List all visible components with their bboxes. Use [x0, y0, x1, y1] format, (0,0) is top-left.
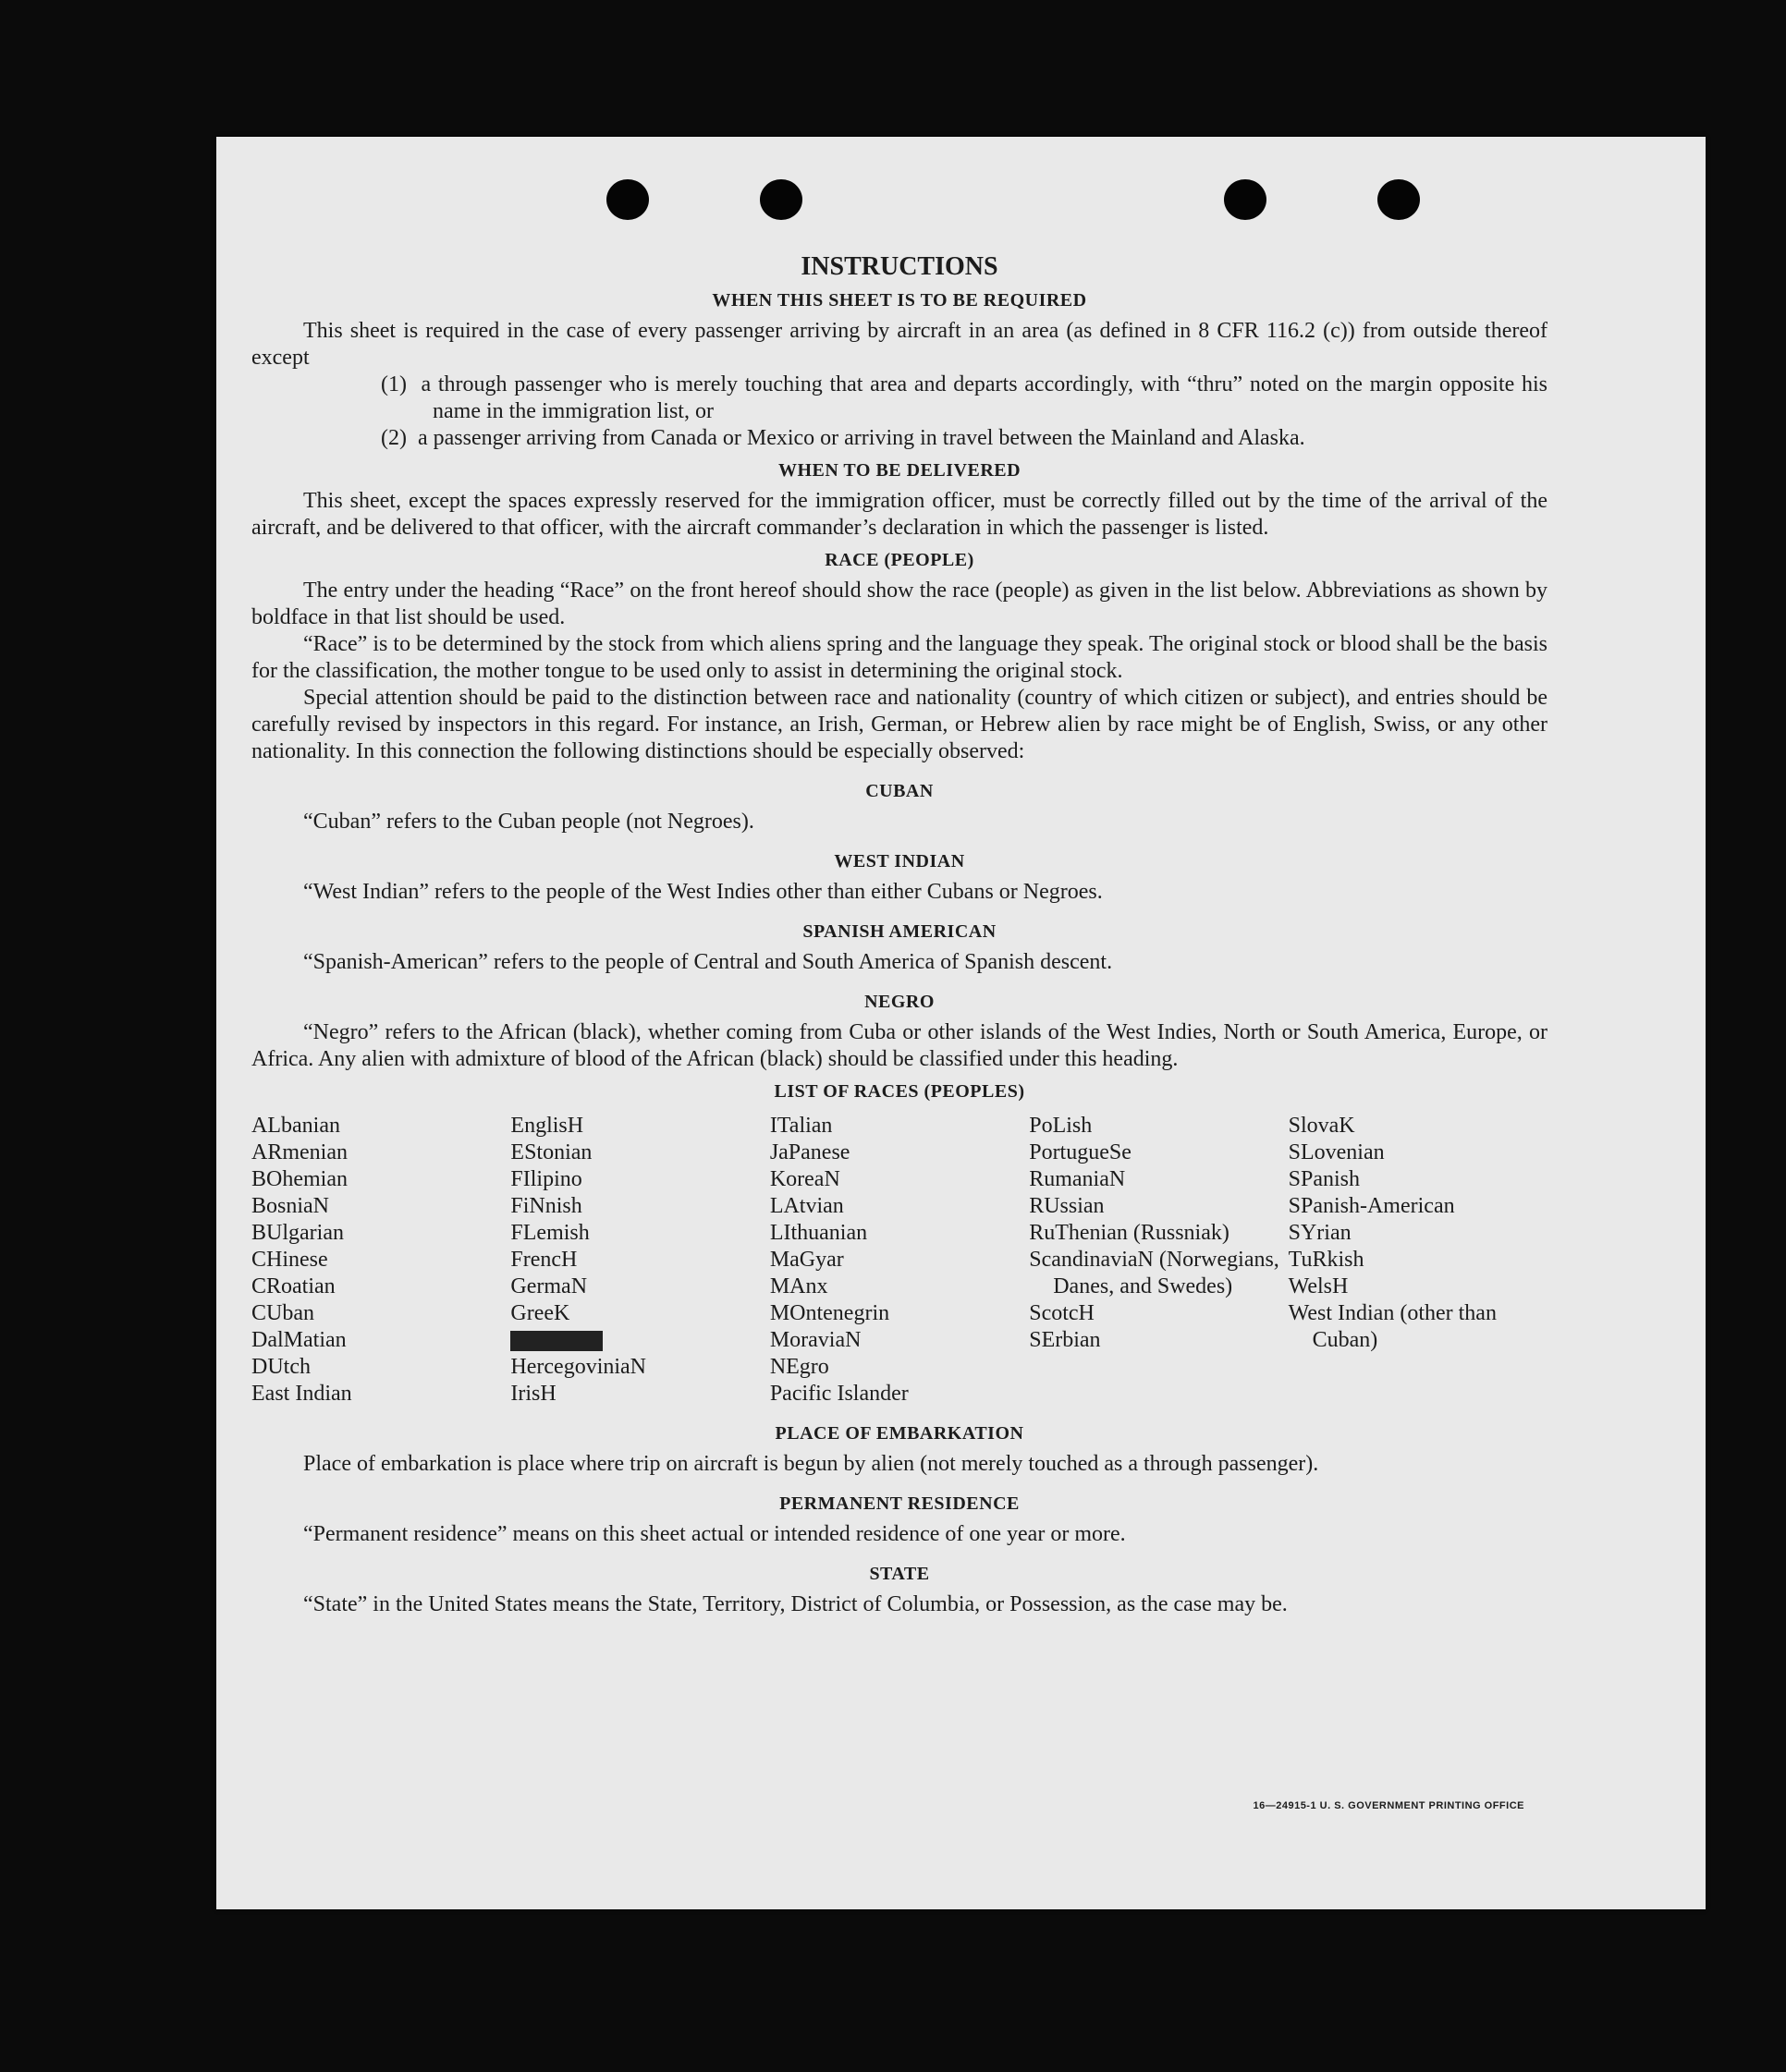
race-item: BosniaN — [251, 1194, 329, 1218]
punch-hole — [1224, 179, 1266, 220]
section-heading-cuban: CUBAN — [865, 781, 934, 801]
section-heading-residence: PERMANENT RESIDENCE — [779, 1493, 1020, 1514]
section-heading-state: STATE — [869, 1564, 930, 1584]
race-item: Pacific Islander — [769, 1382, 909, 1406]
race-item: NEgro — [769, 1355, 829, 1379]
race-item: TuRkish — [1288, 1248, 1364, 1272]
state-text: “State” in the United States means the State, Territory, District of Columbia, or Possession, as the case may be. — [303, 1592, 1288, 1616]
race-item: RUssian — [1029, 1194, 1105, 1218]
races-column-2 — [510, 1113, 769, 1408]
west-indian-text: “West Indian” refers to the people of the West Indies other than either Cubans or Negroes. — [303, 880, 1103, 904]
race-item: West Indian (other than Cuban) — [1288, 1301, 1497, 1352]
race-item: ALbanian — [251, 1114, 340, 1138]
race-item: JaPanese — [769, 1140, 850, 1164]
race-item: LAtvian — [769, 1194, 844, 1218]
race-item: MOntenegrin — [769, 1301, 890, 1325]
punch-hole — [606, 179, 649, 220]
races-column-1 — [251, 1113, 510, 1408]
race-item: ScandinaviaN (Norwegians, Danes, and Swedes) — [1029, 1248, 1279, 1298]
race-item: HercegoviniaN — [510, 1355, 647, 1379]
section-heading-race: RACE (PEOPLE) — [825, 550, 974, 570]
section-heading-when-required: WHEN THIS SHEET IS TO BE REQUIRED — [712, 290, 1087, 311]
instructions-content — [251, 253, 1547, 1618]
race-item: KoreaN — [769, 1167, 840, 1191]
race-item: IrisH — [510, 1382, 557, 1406]
race-item: SErbian — [1029, 1328, 1101, 1352]
section-heading-when-delivered: WHEN TO BE DELIVERED — [777, 460, 1021, 481]
races-column-4 — [1029, 1113, 1288, 1408]
negro-text: “Negro” refers to the African (black), whether coming from Cuba or other islands of the West Indies, North or South America, Europe, or Africa. Any alien with admixture of blood of the African (black) should be classified under this heading. — [251, 1020, 1547, 1071]
when-delivered-text: This sheet, except the spaces expressly reserved for the immigration officer, must be correctly filled out by the time of the arrival of the aircraft, and be delivered to that officer, with the aircraft commander’s declaration in which the passenger is listed. — [251, 489, 1547, 540]
list-of-races-heading: LIST OF RACES (PEOPLES) — [774, 1081, 1025, 1102]
punch-hole — [760, 179, 802, 220]
race-item: FLemish — [510, 1221, 590, 1245]
race-item: DalMatian — [251, 1328, 347, 1352]
race-item: DUtch — [251, 1355, 311, 1379]
race-item: EnglisH — [510, 1114, 584, 1138]
race-paragraph: “Race” is to be determined by the stock from which aliens spring and the language they speak. The original stock or blood shall be the basis for the classification, the mother tongue to be used only to assist in determining the original stock. — [251, 632, 1547, 683]
section-heading-negro: NEGRO — [864, 992, 935, 1012]
race-item: SlovaK — [1288, 1114, 1355, 1138]
race-item: FiNnish — [510, 1194, 582, 1218]
race-item: PortugueSe — [1029, 1140, 1132, 1164]
redaction-mark — [510, 1331, 603, 1351]
document-sheet — [216, 137, 1706, 1909]
races-list — [251, 1113, 1547, 1408]
section-heading-west-indian: WEST INDIAN — [834, 851, 965, 871]
races-column-5 — [1289, 1113, 1547, 1408]
race-item: CHinese — [251, 1248, 328, 1272]
race-item: RumaniaN — [1029, 1167, 1126, 1191]
spanish-american-text: “Spanish-American” refers to the people of Central and South America of Spanish descent. — [303, 950, 1113, 974]
race-paragraph: Special attention should be paid to the distinction between race and nationality (country of which citizen or subject), and entries should be carefully revised by inspectors in this regard. For instance, an Irish, German, or Hebrew alien by race might be of English, Swiss, or any other nationality. In this connection the following distinctions should be especially observed: — [251, 686, 1547, 763]
race-item: SPanish-American — [1288, 1194, 1455, 1218]
embarkation-text: Place of embarkation is place where trip on aircraft is begun by alien (not merely touched as a through passenger). — [303, 1452, 1319, 1476]
race-item: ARmenian — [251, 1140, 348, 1164]
race-item: WelsH — [1288, 1274, 1349, 1298]
punch-hole — [1377, 179, 1420, 220]
race-item: East Indian — [251, 1382, 352, 1406]
section-heading-embarkation: PLACE OF EMBARKATION — [775, 1423, 1024, 1444]
print-code: 16—24915-1 U. S. GOVERNMENT PRINTING OFFICE — [1253, 1800, 1524, 1811]
exception-item: (1) a through passenger who is merely touching that area and departs accordingly, with “thru” noted on the margin opposite his name in the immigration list, or — [381, 372, 1548, 423]
race-item: MaGyar — [769, 1248, 844, 1272]
race-item: GermaN — [510, 1274, 588, 1298]
page-title: INSTRUCTIONS — [801, 252, 998, 281]
race-item: FrencH — [510, 1248, 578, 1272]
race-item: SPanish — [1288, 1167, 1360, 1191]
race-item: MoraviaN — [769, 1328, 862, 1352]
races-column-3 — [770, 1113, 1029, 1408]
race-item: MAnx — [769, 1274, 828, 1298]
race-item: ITalian — [769, 1114, 833, 1138]
section-heading-spanish-american: SPANISH AMERICAN — [802, 921, 997, 942]
race-item: SLovenian — [1288, 1140, 1385, 1164]
race-item: EStonian — [510, 1140, 593, 1164]
exception-item: (2) a passenger arriving from Canada or Mexico or arriving in travel between the Mainland and Alaska. — [381, 426, 1305, 450]
race-item: BUlgarian — [251, 1221, 344, 1245]
race-item: ScotcH — [1029, 1301, 1095, 1325]
race-item: GreeK — [510, 1301, 570, 1325]
when-required-text: This sheet is required in the case of every passenger arriving by aircraft in an area (as defined in 8 CFR 116.2 (c)) from outside thereof except — [251, 319, 1547, 370]
race-item: FIlipino — [510, 1167, 582, 1191]
race-item: CUban — [251, 1301, 314, 1325]
race-item: RuThenian (Russniak) — [1029, 1221, 1229, 1245]
race-paragraph: The entry under the heading “Race” on the front hereof should show the race (people) as given in the list below. Abbreviations as shown by boldface in that list should be used. — [251, 579, 1547, 629]
race-item: SYrian — [1288, 1221, 1352, 1245]
race-item: CRoatian — [251, 1274, 336, 1298]
race-item: BOhemian — [251, 1167, 348, 1191]
race-item: PoLish — [1029, 1114, 1093, 1138]
redacted-race-item — [510, 1327, 769, 1354]
residence-text: “Permanent residence” means on this sheet actual or intended residence of one year or more. — [303, 1522, 1126, 1546]
cuban-text: “Cuban” refers to the Cuban people (not Negroes). — [303, 810, 754, 834]
race-item: LIthuanian — [769, 1221, 868, 1245]
